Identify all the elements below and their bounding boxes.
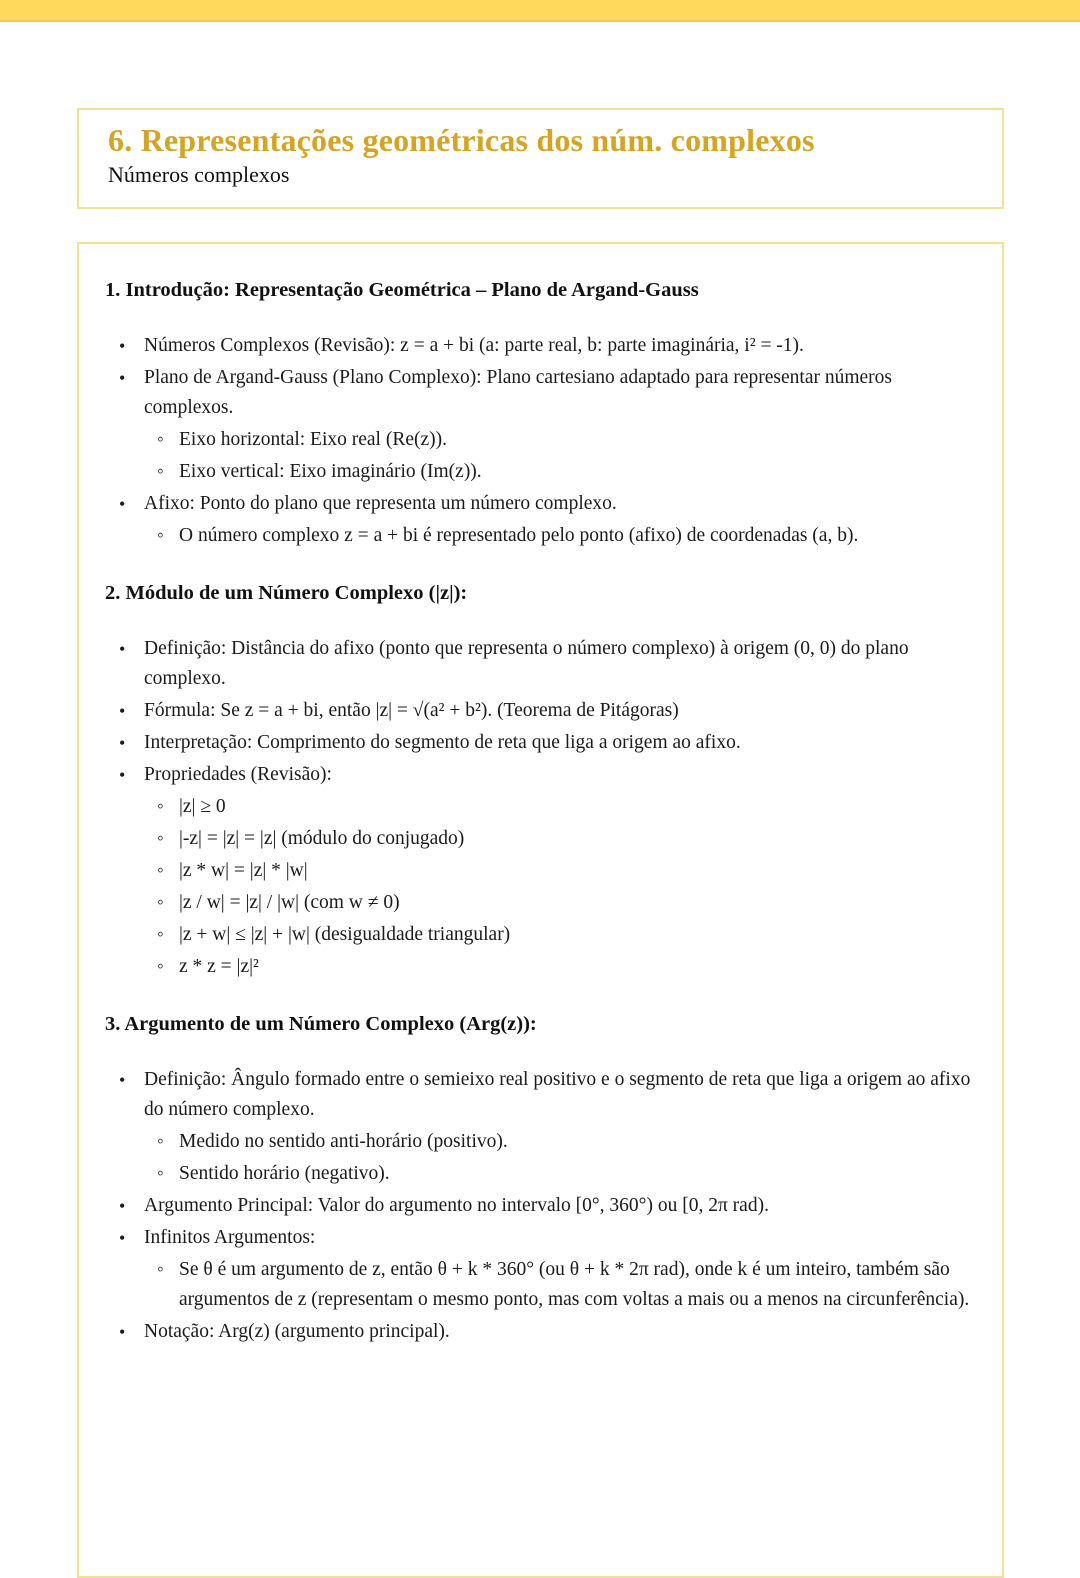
list-item bbox=[105, 888, 972, 918]
list-item-text: z * z = |z|² bbox=[179, 956, 259, 977]
section-1 bbox=[105, 276, 972, 551]
list-item bbox=[105, 634, 972, 694]
list-item-text: Fórmula: Se z = a + bi, então |z| = √(a² + b²). (Teorema de Pitágoras) bbox=[144, 700, 679, 721]
circle-bullet-icon: ◦ bbox=[157, 892, 164, 913]
list-item-text: Infinitos Argumentos: bbox=[144, 1227, 316, 1248]
list-item bbox=[105, 792, 972, 822]
list-item bbox=[105, 856, 972, 886]
section-3 bbox=[105, 1010, 972, 1347]
list-item bbox=[105, 489, 972, 519]
bullet-list bbox=[105, 1065, 972, 1347]
list-item-text: Afixo: Ponto do plano que representa um número complexo. bbox=[144, 493, 617, 514]
list-item-text: Argumento Principal: Valor do argumento no intervalo [0°, 360°) ou [0, 2π rad). bbox=[144, 1195, 769, 1216]
list-item-text: Números Complexos (Revisão): z = a + bi (a: parte real, b: parte imaginária, i² = -1). bbox=[144, 335, 804, 356]
circle-bullet-icon: ◦ bbox=[157, 924, 164, 945]
list-item-text: Sentido horário (negativo). bbox=[179, 1163, 390, 1184]
list-item bbox=[105, 728, 972, 758]
list-item-text: Eixo horizontal: Eixo real (Re(z)). bbox=[179, 429, 448, 450]
bullet-icon: • bbox=[119, 494, 126, 514]
list-item bbox=[105, 1159, 972, 1189]
list-item-text: |z| ≥ 0 bbox=[179, 796, 226, 817]
list-item-text: Eixo vertical: Eixo imaginário (Im(z)). bbox=[179, 461, 482, 482]
circle-bullet-icon: ◦ bbox=[157, 860, 164, 881]
section-heading: 1. Introdução: Representação Geométrica – Plano de Argand-Gauss bbox=[105, 279, 699, 301]
top-accent-bar bbox=[0, 0, 1080, 22]
list-item-text: Medido no sentido anti-horário (positivo). bbox=[179, 1131, 508, 1152]
list-item bbox=[105, 521, 972, 551]
list-item-text: O número complexo z = a + bi é representado pelo ponto (afixo) de coordenadas (a, b). bbox=[179, 525, 859, 546]
circle-bullet-icon: ◦ bbox=[157, 525, 164, 546]
list-item bbox=[105, 1317, 972, 1347]
circle-bullet-icon: ◦ bbox=[157, 828, 164, 849]
circle-bullet-icon: ◦ bbox=[157, 1259, 164, 1280]
circle-bullet-icon: ◦ bbox=[157, 956, 164, 977]
bullet-icon: • bbox=[119, 1070, 126, 1090]
bullet-icon: • bbox=[119, 733, 126, 753]
list-item bbox=[105, 1191, 972, 1221]
section-heading: 2. Módulo de um Número Complexo (|z|): bbox=[105, 582, 468, 604]
list-item-text: Notação: Arg(z) (argumento principal). bbox=[144, 1321, 450, 1342]
list-item bbox=[105, 824, 972, 854]
list-item-text: |z / w| = |z| / |w| (com w ≠ 0) bbox=[179, 892, 400, 913]
list-item-text: Interpretação: Comprimento do segmento de reta que liga a origem ao afixo. bbox=[144, 732, 741, 753]
circle-bullet-icon: ◦ bbox=[157, 429, 164, 450]
list-item bbox=[105, 363, 972, 423]
page-subtitle: Números complexos bbox=[108, 161, 290, 187]
list-item bbox=[105, 1127, 972, 1157]
circle-bullet-icon: ◦ bbox=[157, 1163, 164, 1184]
bullet-icon: • bbox=[119, 701, 126, 721]
list-item bbox=[105, 425, 972, 455]
circle-bullet-icon: ◦ bbox=[157, 1131, 164, 1152]
bullet-icon: • bbox=[119, 336, 126, 356]
bullet-icon: • bbox=[119, 368, 126, 388]
circle-bullet-icon: ◦ bbox=[157, 461, 164, 482]
bullet-list bbox=[105, 634, 972, 982]
content-card bbox=[77, 242, 1004, 1578]
section-2 bbox=[105, 579, 972, 982]
circle-bullet-icon: ◦ bbox=[157, 796, 164, 817]
list-item bbox=[105, 952, 972, 982]
list-item-text: Definição: Ângulo formado entre o semieixo real positivo e o segmento de reta que liga a origem ao afixo do número complexo. bbox=[144, 1069, 971, 1120]
list-item-text: Plano de Argand-Gauss (Plano Complexo): Plano cartesiano adaptado para representar números complexos. bbox=[144, 367, 893, 418]
section-heading: 3. Argumento de um Número Complexo (Arg(z)): bbox=[105, 1013, 537, 1035]
list-item-text: Se θ é um argumento de z, então θ + k * 360° (ou θ + k * 2π rad), onde k é um inteiro, também são argumentos de z (representam o mesmo ponto, mas com voltas a mais ou a menos na circunferência). bbox=[179, 1259, 970, 1310]
bullet-icon: • bbox=[119, 765, 126, 785]
list-item-text: Definição: Distância do afixo (ponto que representa o número complexo) à origem (0, 0) do plano complexo. bbox=[144, 638, 909, 689]
bullet-icon: • bbox=[119, 1196, 126, 1216]
list-item-text: |-z| = |z| = |z| (módulo do conjugado) bbox=[179, 828, 465, 849]
list-item bbox=[105, 760, 972, 790]
page-title: 6. Representações geométricas dos núm. complexos bbox=[108, 122, 815, 158]
list-item bbox=[105, 457, 972, 487]
bullet-icon: • bbox=[119, 1322, 126, 1342]
list-item bbox=[105, 1223, 972, 1253]
list-item bbox=[105, 696, 972, 726]
bullet-icon: • bbox=[119, 639, 126, 659]
title-card bbox=[77, 108, 1004, 209]
list-item bbox=[105, 920, 972, 950]
list-item bbox=[105, 1255, 972, 1315]
list-item-text: |z * w| = |z| * |w| bbox=[179, 860, 308, 881]
list-item-text: Propriedades (Revisão): bbox=[144, 764, 332, 785]
list-item bbox=[105, 1065, 972, 1125]
list-item-text: |z + w| ≤ |z| + |w| (desigualdade triangular) bbox=[179, 924, 511, 945]
bullet-icon: • bbox=[119, 1228, 126, 1248]
sections-container bbox=[105, 276, 972, 1347]
bullet-list bbox=[105, 331, 972, 551]
list-item bbox=[105, 331, 972, 361]
